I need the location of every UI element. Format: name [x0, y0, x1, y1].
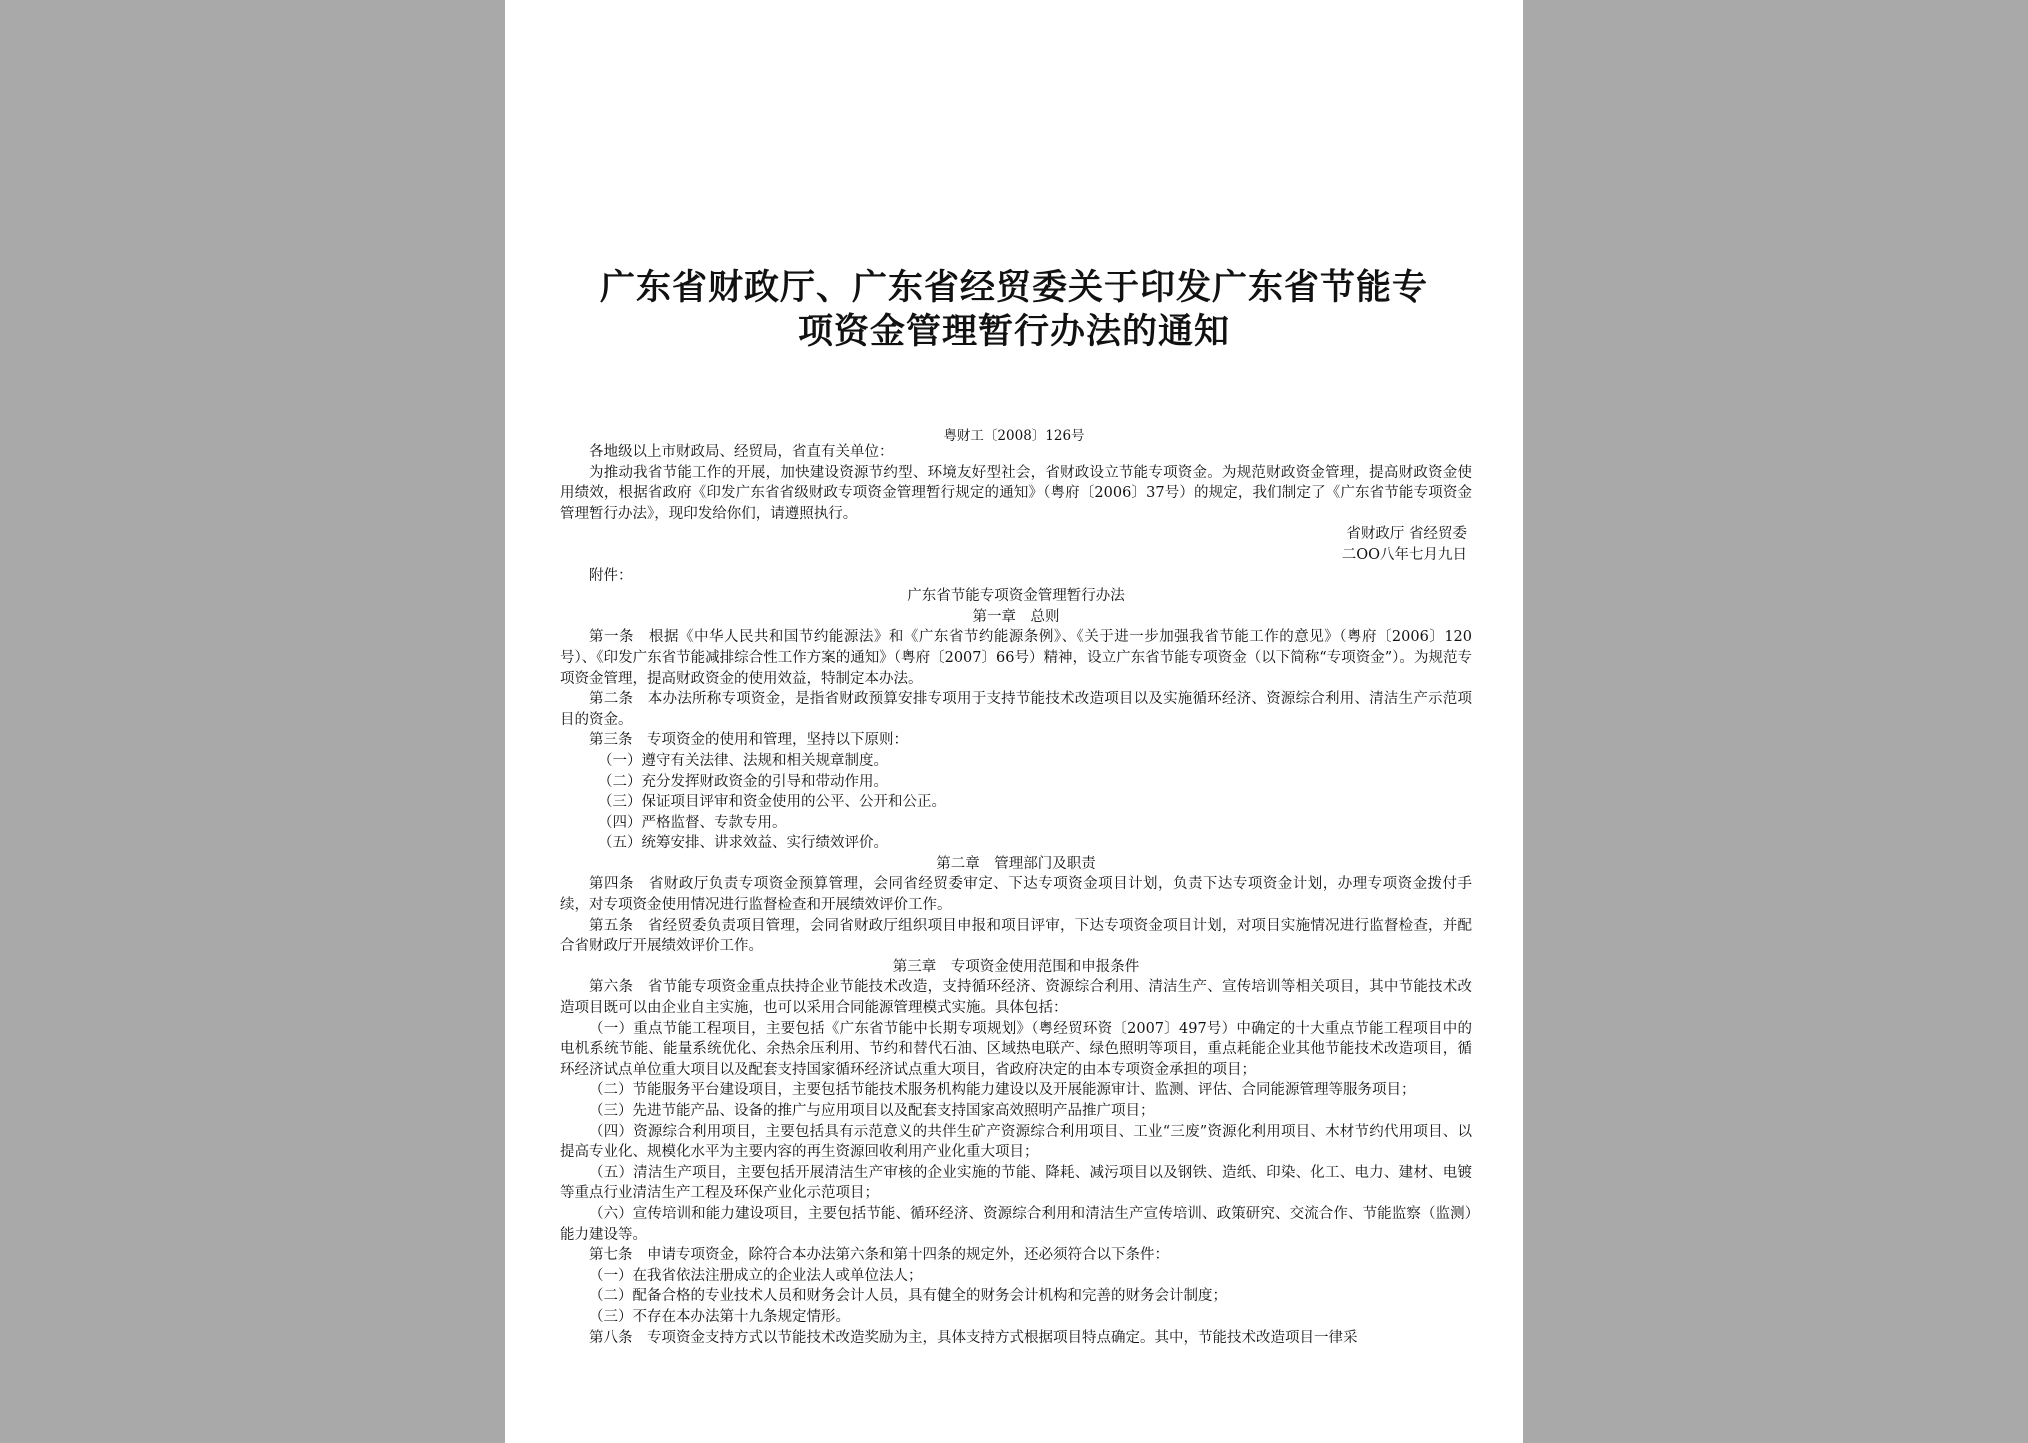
list-item: （一）重点节能工程项目，主要包括《广东省节能中长期专项规划》（粤经贸环资〔2007〕497号）中确定的十大重点节能工程项目中的电机系统节能、能量系统优化、余热余压利用、节约和替代石油、区域热电联产、绿色照明等项目，重点耗能企业其他节能技术改造项目，循环经济试点单位重大项目以及配套支持国家循环经济试点重大项目，省政府决定的由本专项资金承担的项目； — [560, 1020, 1472, 1078]
list-item: （一）在我省依法注册成立的企业法人或单位法人； — [589, 1267, 923, 1284]
list-item: （一）遵守有关法律、法规和相关规章制度。 — [598, 752, 888, 769]
document-number: 粤财工〔2008〕126号 — [943, 428, 1085, 444]
intro-paragraph: 为推动我省节能工作的开展，加快建设资源节约型、环境友好型社会，省财政设立节能专项资金。为规范财政资金管理，提高财政资金使用绩效，根据省政府《印发广东省省级财政专项资金管理暂行规定的通知》（粤府〔2006〕37号）的规定，我们制定了《广东省节能专项资金管理暂行办法》，现印发给你们，请遵照执行。 — [560, 464, 1472, 522]
article-paragraph: 第七条 申请专项资金，除符合本办法第六条和第十四条的规定外，还必须符合以下条件： — [589, 1247, 1169, 1264]
chapter-heading: 第一章 总则 — [972, 608, 1060, 625]
article-paragraph: 第一条 根据《中华人民共和国节约能源法》和《广东省节约能源条例》、《关于进一步加强我省节能工作的意见》（粤府〔2006〕120号）、《印发广东省节能减排综合性工作方案的通知》（粤府〔2007〕66号）精神，设立广东省节能专项资金（以下简称“专项资金”）。为规范专项资金管理，提高财政资金的使用效益，特制定本办法。 — [560, 629, 1472, 687]
list-item: （三）保证项目评审和资金使用的公平、公开和公正。 — [598, 794, 946, 811]
list-item: （五）统筹安排、讲求效益、实行绩效评价。 — [598, 835, 888, 852]
document-title-line-1: 广东省财政厅、广东省经贸委关于印发广东省节能专 — [599, 267, 1428, 308]
chapter-heading: 第三章 专项资金使用范围和申报条件 — [892, 958, 1140, 975]
list-item: （二）配备合格的专业技术人员和财务会计人员，具有健全的财务会计机构和完善的财务会计制度； — [589, 1288, 1227, 1305]
article-paragraph: 第四条 省财政厅负责专项资金预算管理，会同省经贸委审定、下达专项资金项目计划，负责下达专项资金计划，办理专项资金拨付手续，对专项资金使用情况进行监督检查和开展绩效评价工作。 — [560, 876, 1472, 914]
list-item: （三）先进节能产品、设备的推广与应用项目以及配套支持国家高效照明产品推广项目； — [589, 1103, 1155, 1119]
article-paragraph: 第六条 省节能专项资金重点扶持企业节能技术改造，支持循环经济、资源综合利用、清洁生产、宣传培训等相关项目，其中节能技术改造项目既可以由企业自主实施，也可以采用合同能源管理模式实施。具体包括： — [560, 979, 1472, 1017]
list-item: （五）清洁生产项目，主要包括开展清洁生产审核的企业实施的节能、降耗、减污项目以及钢铁、造纸、印染、化工、电力、建材、电镀等重点行业清洁生产工程及环保产业化示范项目； — [560, 1164, 1472, 1202]
list-item: （四）资源综合利用项目，主要包括具有示范意义的共伴生矿产资源综合利用项目、工业“三废”资源化利用项目、木材节约代用项目、以提高专业化、规模化水平为主要内容的再生资源回收利用产业化重大项目； — [560, 1123, 1472, 1161]
attachment-title: 广东省节能专项资金管理暂行办法 — [907, 588, 1125, 605]
list-item: （三）不存在本办法第十九条规定情形。 — [589, 1308, 850, 1325]
document-page — [505, 0, 1523, 1443]
article-paragraph: 第五条 省经贸委负责项目管理，会同省财政厅组织项目申报和项目评审，下达专项资金项目计划，对项目实施情况进行监督检查，并配合省财政厅开展绩效评价工作。 — [560, 917, 1472, 955]
salutation: 各地级以上市财政局、经贸局，省直有关单位： — [589, 444, 894, 460]
issue-date: 二OO八年七月九日 — [1341, 546, 1467, 563]
article-paragraph: 第八条 专项资金支持方式以节能技术改造奖励为主，具体支持方式根据项目特点确定。其中，节能技术改造项目一律采 — [589, 1329, 1358, 1346]
article-paragraph: 第二条 本办法所称专项资金，是指省财政预算安排专项用于支持节能技术改造项目以及实施循环经济、资源综合利用、清洁生产示范项目的资金。 — [560, 691, 1472, 728]
document-title-line-2: 项资金管理暂行办法的通知 — [797, 311, 1230, 352]
attachment-label: 附件： — [589, 567, 633, 584]
list-item: （四）严格监督、专款专用。 — [598, 814, 787, 831]
document-body — [560, 442, 1472, 1348]
chapter-heading: 第二章 管理部门及职责 — [936, 855, 1096, 872]
article-paragraph: 第三条 专项资金的使用和管理，坚持以下原则： — [589, 732, 908, 749]
signatory: 省财政厅 省经贸委 — [1346, 526, 1467, 543]
list-item: （二）充分发挥财政资金的引导和带动作用。 — [598, 773, 888, 790]
list-item: （六）宣传培训和能力建设项目，主要包括节能、循环经济、资源综合利用和清洁生产宣传培训、政策研究、交流合作、节能监察（监测）能力建设等。 — [560, 1205, 1472, 1243]
list-item: （二）节能服务平台建设项目，主要包括节能技术服务机构能力建设以及开展能源审计、监测、评估、合同能源管理等服务项目； — [589, 1082, 1416, 1099]
